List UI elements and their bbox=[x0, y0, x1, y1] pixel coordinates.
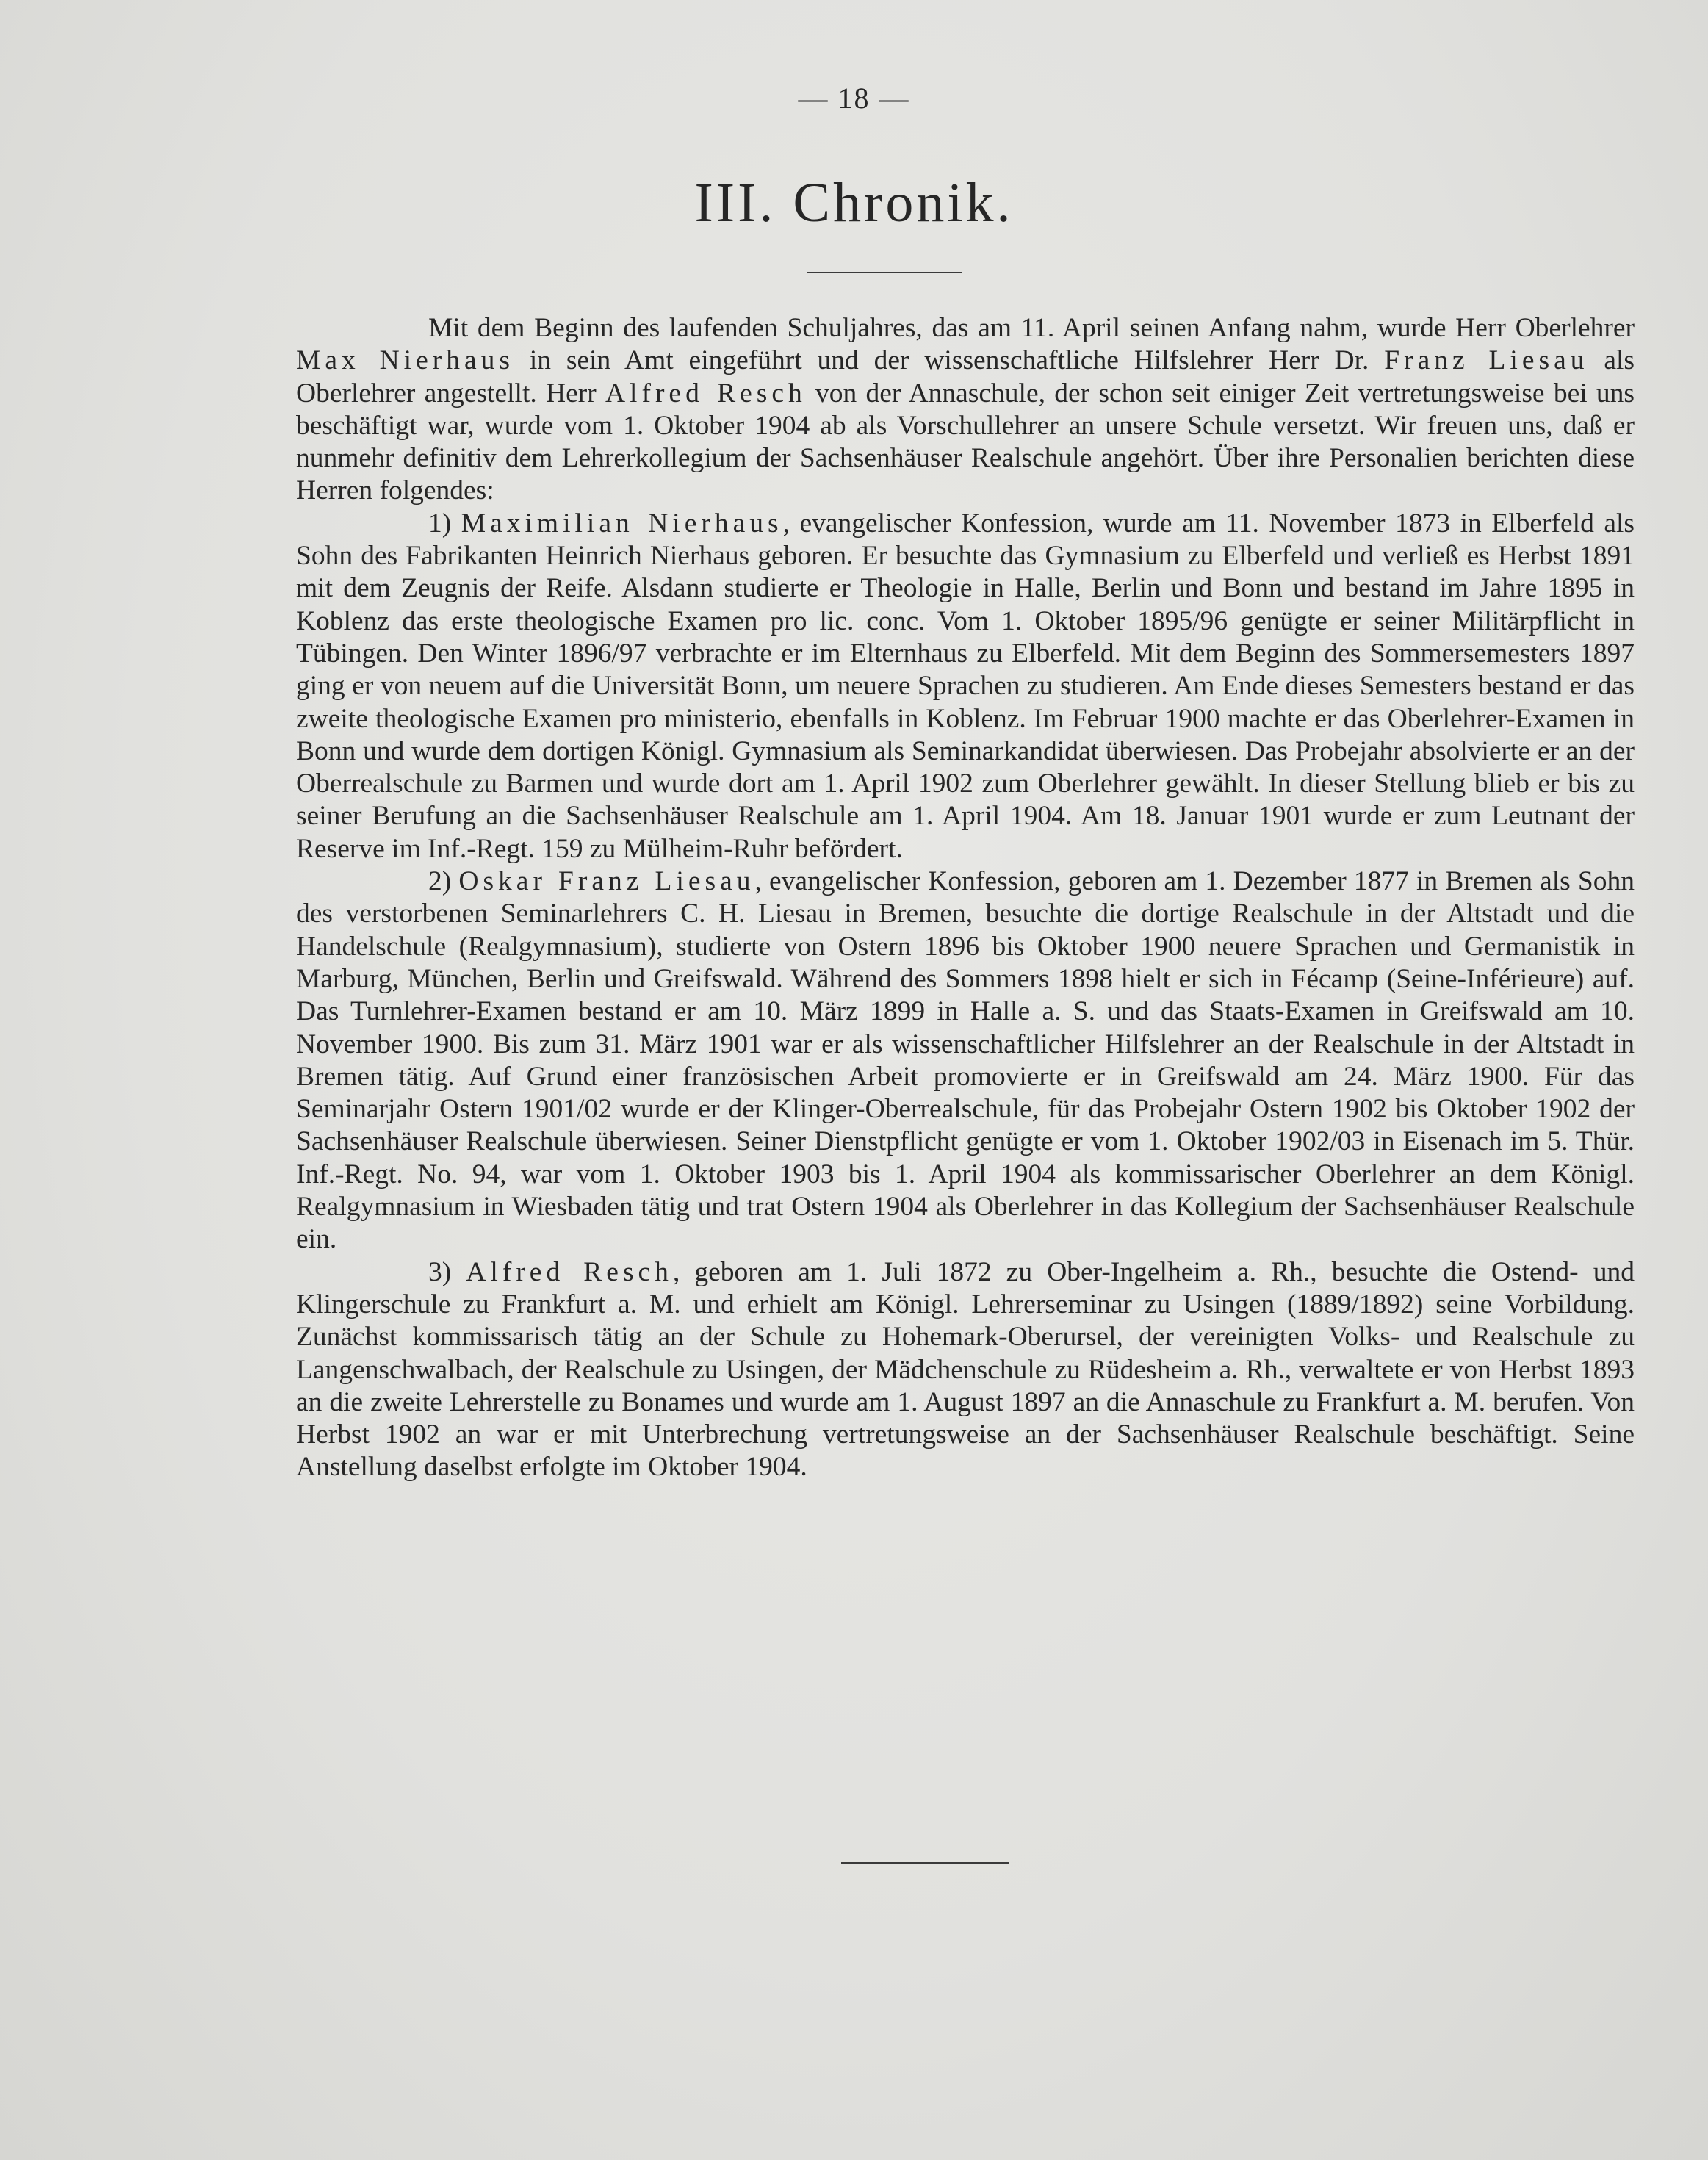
intro-name-resch: Alfred Resch bbox=[605, 378, 807, 408]
bio-name-1: Maximilian Nierhaus bbox=[461, 508, 783, 539]
intro-text-2: in sein Amt eingeführt und der wissenschaftliche Hilfslehrer Herr Dr. bbox=[514, 345, 1385, 376]
bio-text-1: , evangelischer Konfession, wurde am 11. November 1873 in Elberfeld als Sohn des Fabrikanten Heinrich Nierhaus geboren. Er besuchte das Gymnasium zu Elberfeld und verließ es Herbst 1891 mit dem Zeugnis der Reife. Alsdann studierte er Theologie in Halle, Berlin und Bonn und bestand im Jahre 1895 in Koblenz das erste theologische Examen pro lic. conc. Vom 1. Oktober 1895/96 genügte er seiner Militärpflicht in Tübingen. Den Winter 1896/97 verbrachte er im Elternhaus zu Elberfeld. Mit dem Beginn des Sommersemesters 1897 ging er von neuem auf die Universität Bonn, um neuere Sprachen zu studieren. Am Ende dieses Semesters bestand er das zweite theologische Examen pro ministerio, ebenfalls in Koblenz. Im Februar 1900 machte er das Oberlehrer-Examen in Bonn und wurde dem dortigen Königl. Gymnasium als Seminarkandidat überwiesen. Das Probejahr absolvierte er an der Oberrealschule zu Barmen und wurde dort am 1. April 1902 zum Oberlehrer gewählt. In dieser Stellung blieb er bis zu seiner Berufung an die Sachsenhäuser Realschule am 1. April 1904. Am 18. Januar 1901 wurde er zum Leutnant der Reserve im Inf.-Regt. 159 zu Mülheim-Ruhr befördert. bbox=[296, 508, 1635, 864]
bio-number-1: 1) bbox=[428, 508, 461, 539]
bio-name-2: Oskar Franz Liesau bbox=[458, 866, 755, 897]
bio-number-3: 3) bbox=[428, 1256, 466, 1287]
bio-paragraph-nierhaus bbox=[296, 508, 1635, 865]
bio-paragraph-liesau bbox=[296, 865, 1635, 1256]
intro-name-liesau: Franz Liesau bbox=[1384, 345, 1589, 376]
bio-text-3: , geboren am 1. Juli 1872 zu Ober-Ingelheim a. Rh., besuchte die Ostend- und Klingerschule zu Frankfurt a. M. und erhielt am Königl. Lehrerseminar zu Usingen (1889/1892) seine Vorbildung. Zunächst kommissarisch tätig an der Schule zu Hohemark-Oberursel, der vereinigten Volks- und Realschule zu Langenschwalbach, der Realschule zu Usingen, der Mädchenschule zu Rüdesheim a. Rh., verwaltete er von Herbst 1893 an die zweite Lehrerstelle zu Bonames und wurde am 1. August 1897 an die Annaschule zu Frankfurt a. M. berufen. Von Herbst 1902 an war er mit Unterbrechung vertretungsweise an der Sachsenhäuser Realschule beschäftigt. Seine Anstellung daselbst erfolgte im Oktober 1904. bbox=[296, 1256, 1635, 1483]
intro-text-4: von der Annaschule, der schon seit einiger Zeit vertretungsweise bei uns beschäftigt war, wurde vom 1. Oktober 1904 ab als Vorschullehrer an unsere Schule versetzt. Wir freuen uns, daß er nunmehr definitiv dem Lehrerkollegium der Sachsenhäuser Realschule angehört. Über ihre Personalien berichten diese Herren folgendes: bbox=[296, 378, 1635, 506]
chronicle-body bbox=[296, 312, 1635, 1484]
bio-paragraph-resch bbox=[296, 1256, 1635, 1484]
title-divider bbox=[807, 272, 962, 273]
intro-paragraph bbox=[296, 312, 1635, 508]
bio-name-3: Alfred Resch bbox=[466, 1256, 673, 1287]
intro-text-1: Mit dem Beginn des laufenden Schuljahres, das am 11. April seinen Anfang nahm, wurde Herr Oberlehrer bbox=[428, 313, 1635, 343]
bio-number-2: 2) bbox=[428, 866, 459, 897]
page-number: — 18 — bbox=[798, 82, 910, 115]
page-title: III. Chronik. bbox=[694, 172, 1014, 234]
intro-text-3: als Oberlehrer angestellt. Herr bbox=[296, 345, 1635, 408]
intro-name-nierhaus: Max Nierhaus bbox=[296, 345, 514, 376]
bio-text-2: , evangelischer Konfession, geboren am 1. Dezember 1877 in Bremen als Sohn des verstorbenen Seminarlehrers C. H. Liesau in Bremen, besuchte die dortige Realschule in der Altstadt und die Handelschule (Realgymnasium), studierte von Ostern 1896 bis Oktober 1900 neuere Sprachen und Germanistik in Marburg, München, Berlin und Greifswald. Während des Sommers 1898 hielt er sich in Fécamp (Seine-Inférieure) auf. Das Turnlehrer-Examen bestand er am 10. März 1899 in Halle a. S. und das Staats-Examen in Greifswald am 10. November 1900. Bis zum 31. März 1901 war er als wissenschaftlicher Hilfslehrer an der Realschule in der Altstadt in Bremen tätig. Auf Grund einer französischen Arbeit promovierte er in Greifswald am 24. März 1900. Für das Seminarjahr Ostern 1901/02 wurde er der Klinger-Oberrealschule, für das Probejahr Ostern 1902 bis Oktober 1902 der Sachsenhäuser Realschule überwiesen. Seiner Dienstpflicht genügte er vom 1. Oktober 1902/03 in Eisenach im 5. Thür. Inf.-Regt. No. 94, war vom 1. Oktober 1903 bis 1. April 1904 als kommissarischer Oberlehrer an dem Königl. Realgymnasium in Wiesbaden tätig und trat Ostern 1904 als Oberlehrer in das Kollegium der Sachsenhäuser Realschule ein. bbox=[296, 866, 1635, 1255]
closing-divider bbox=[841, 1862, 1009, 1864]
